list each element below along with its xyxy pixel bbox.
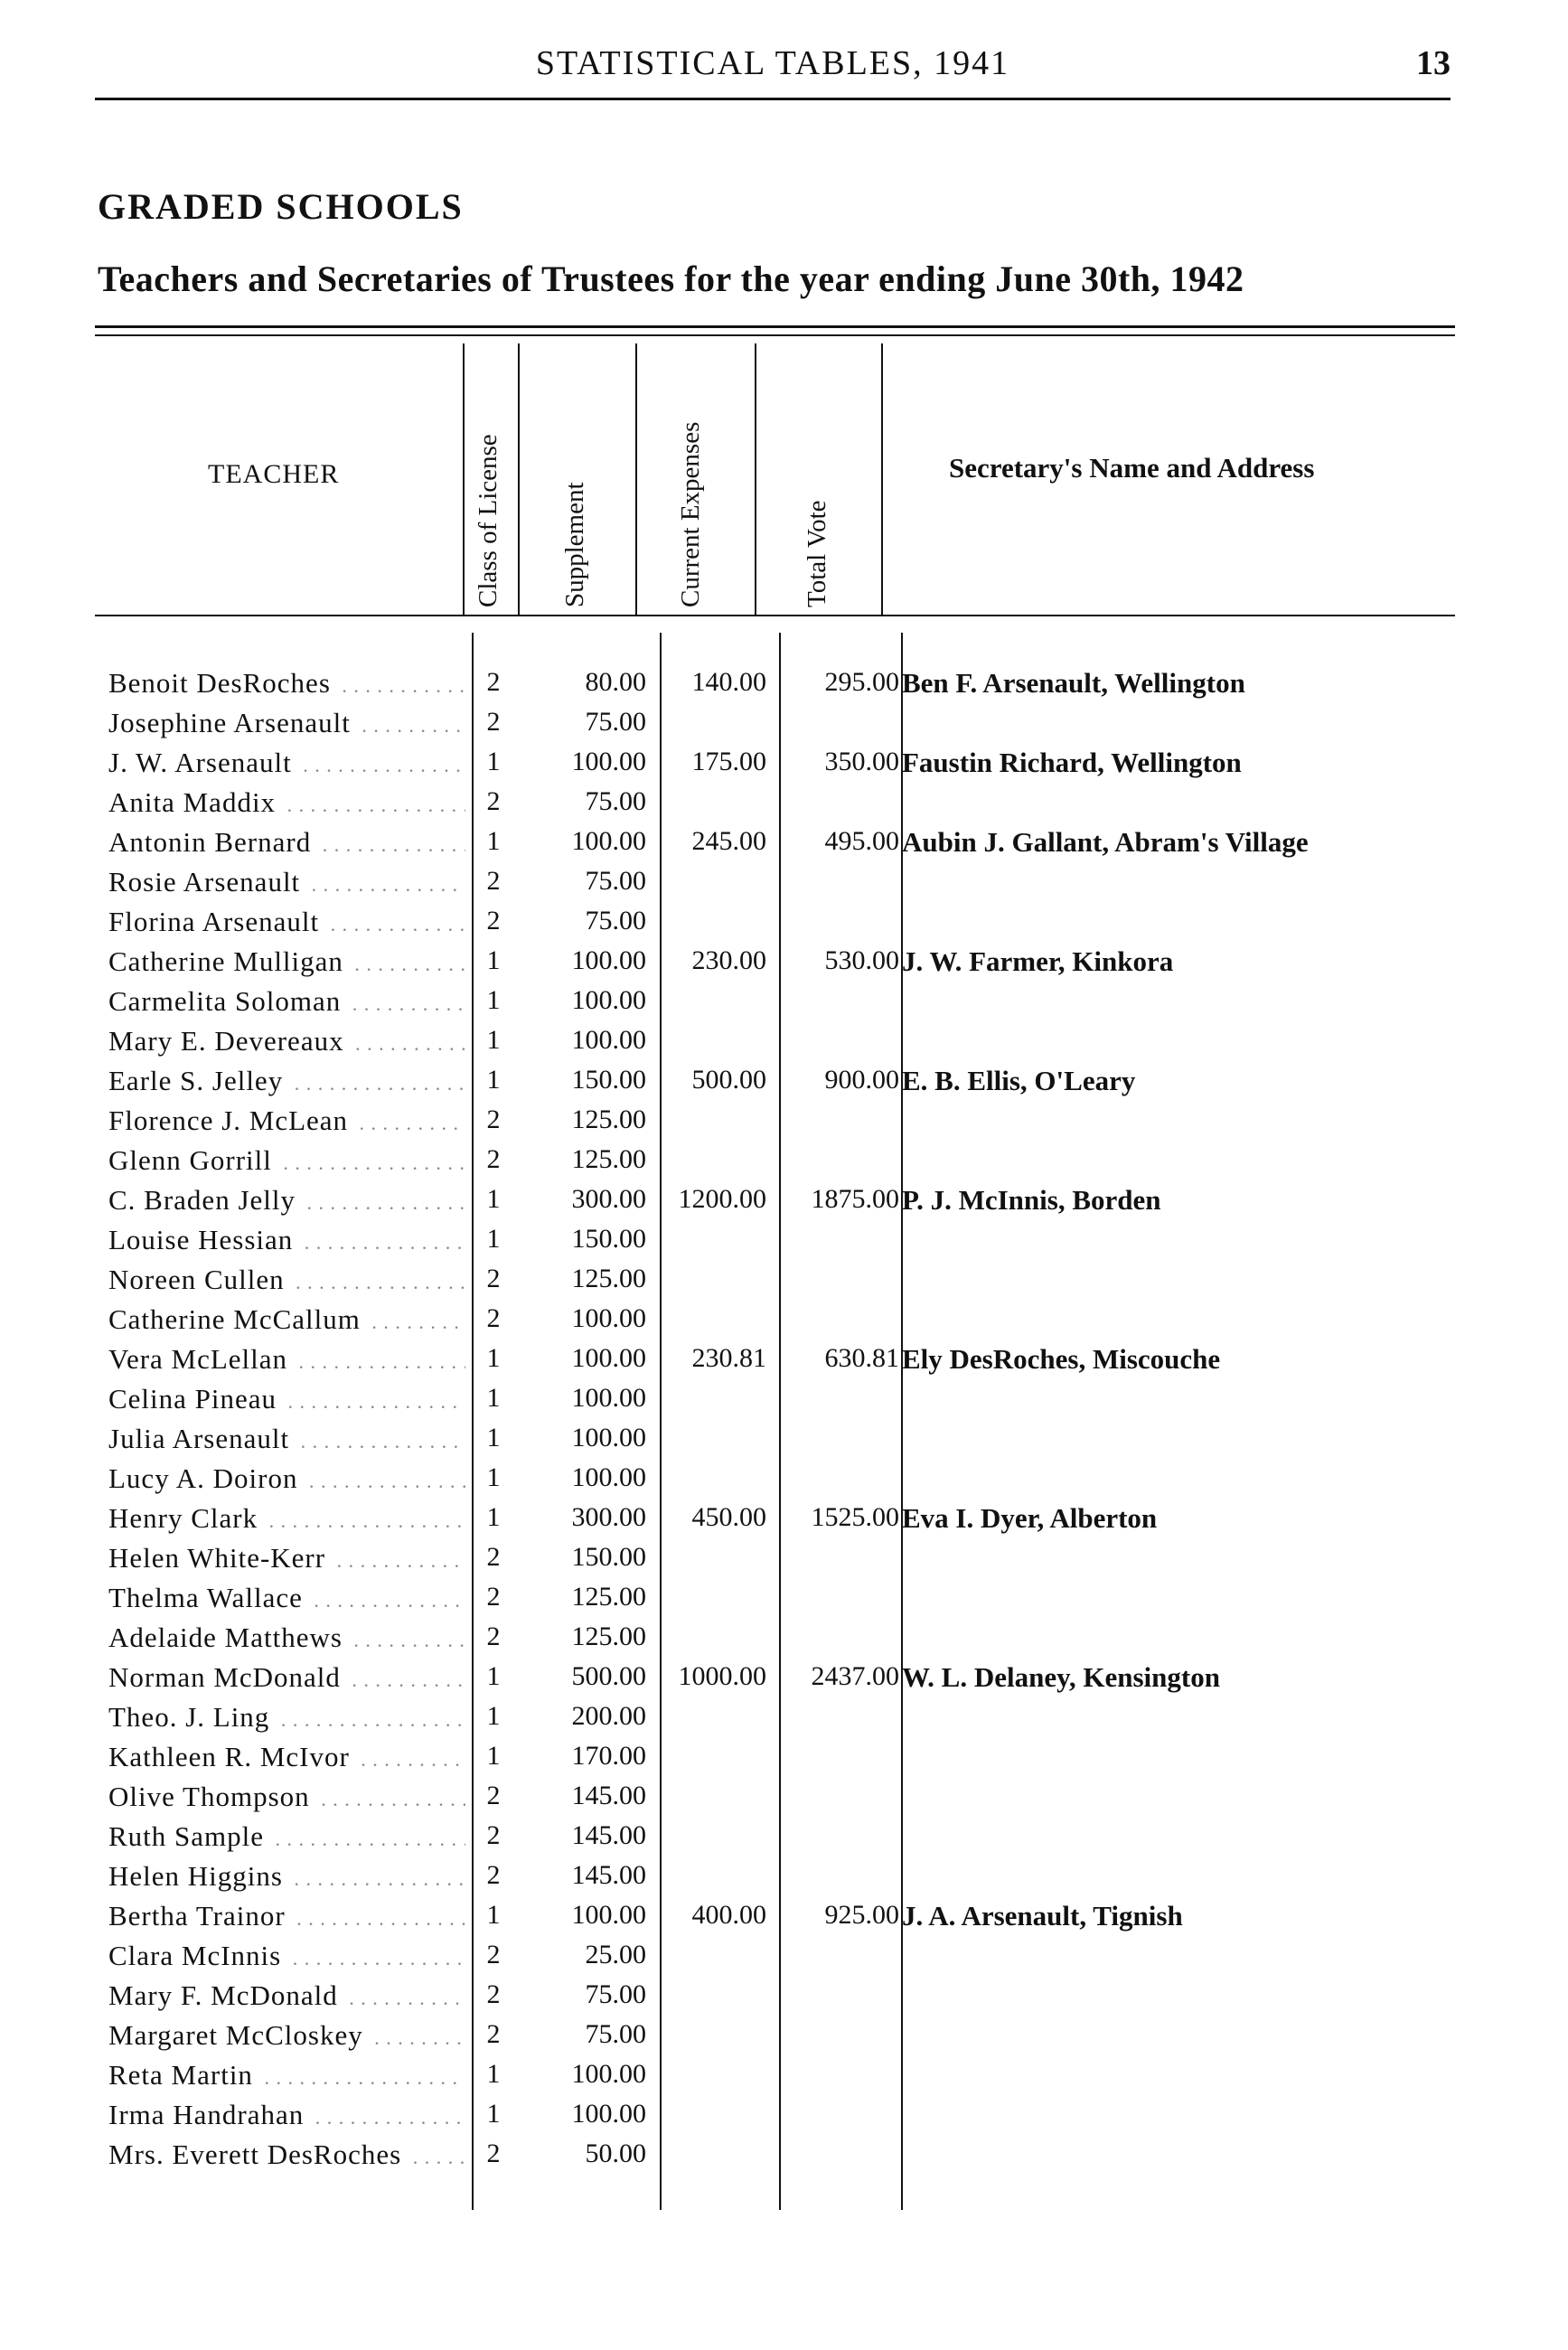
supplement-value: 100.00 bbox=[571, 1025, 646, 1055]
current-expenses-value: 230.81 bbox=[691, 1343, 766, 1373]
current-expenses-header: Current Expenses bbox=[676, 421, 705, 607]
secretary-name-address: Ben F. Arsenault, Wellington bbox=[902, 667, 1245, 699]
teacher-name: Lucy A. Doiron . . . bbox=[108, 1462, 465, 1495]
license-class: 2 bbox=[486, 866, 501, 896]
secretary-name-address: Aubin J. Gallant, Abram's Village bbox=[902, 826, 1309, 858]
supplement-header: Supplement bbox=[560, 482, 589, 607]
supplement-value: 75.00 bbox=[585, 1979, 646, 2009]
table-row bbox=[0, 1104, 1568, 1144]
teacher-name: Clara McInnis . . . bbox=[108, 1940, 465, 1972]
teacher-column-header: TEACHER bbox=[208, 459, 340, 489]
license-class: 2 bbox=[486, 1781, 501, 1810]
supplement-value: 300.00 bbox=[571, 1184, 646, 1214]
secretary-name-address: E. B. Ellis, O'Leary bbox=[902, 1065, 1136, 1096]
table-row bbox=[0, 866, 1568, 906]
table-row bbox=[0, 1860, 1568, 1900]
license-class: 1 bbox=[486, 1701, 501, 1731]
supplement-value: 100.00 bbox=[571, 1462, 646, 1492]
supplement-value: 100.00 bbox=[571, 2059, 646, 2089]
supplement-value: 25.00 bbox=[585, 1940, 646, 1969]
table-row bbox=[0, 1383, 1568, 1423]
teacher-name: Mary F. McDonald . . . bbox=[108, 1979, 465, 2012]
current-expenses-value: 230.00 bbox=[691, 945, 766, 975]
table-row bbox=[0, 747, 1568, 786]
license-class: 2 bbox=[486, 1940, 501, 1969]
supplement-value: 145.00 bbox=[571, 1781, 646, 1810]
license-class: 2 bbox=[486, 906, 501, 935]
teacher-name: Norman McDonald . . . bbox=[108, 1661, 465, 1694]
supplement-value: 100.00 bbox=[571, 1303, 646, 1333]
license-class: 1 bbox=[486, 1224, 501, 1254]
teacher-name: Mrs. Everett DesRoches . . . bbox=[108, 2138, 465, 2171]
license-class: 1 bbox=[486, 2099, 501, 2129]
supplement-value: 125.00 bbox=[571, 1264, 646, 1293]
table-row bbox=[0, 1065, 1568, 1104]
teacher-name: Helen White-Kerr . . . bbox=[108, 1542, 465, 1574]
license-class: 1 bbox=[486, 1900, 501, 1930]
table-row bbox=[0, 1741, 1568, 1781]
secretary-name-address: W. L. Delaney, Kensington bbox=[902, 1661, 1220, 1693]
teacher-name: Helen Higgins . . . bbox=[108, 1860, 465, 1893]
license-class: 1 bbox=[486, 1741, 501, 1771]
supplement-value: 125.00 bbox=[571, 1144, 646, 1174]
teacher-name: Rosie Arsenault . . . bbox=[108, 866, 465, 898]
table-row bbox=[0, 1144, 1568, 1184]
secretary-name-address: P. J. McInnis, Borden bbox=[902, 1184, 1161, 1216]
teacher-name: Julia Arsenault . . . bbox=[108, 1423, 465, 1455]
teacher-name: C. Braden Jelly . . . bbox=[108, 1184, 465, 1217]
teacher-name: Celina Pineau . . . bbox=[108, 1383, 465, 1415]
license-class: 2 bbox=[486, 1820, 501, 1850]
license-class: 1 bbox=[486, 747, 501, 776]
table-row bbox=[0, 1900, 1568, 1940]
teacher-name: Antonin Bernard . . . bbox=[108, 826, 465, 859]
table-row bbox=[0, 1025, 1568, 1065]
license-class: 2 bbox=[486, 2019, 501, 2049]
header-divider-4 bbox=[755, 343, 756, 615]
teacher-name: Vera McLellan . . . bbox=[108, 1343, 465, 1376]
supplement-value: 100.00 bbox=[571, 747, 646, 776]
teacher-name: Bertha Trainor . . . bbox=[108, 1900, 465, 1932]
header-divider-3 bbox=[635, 343, 637, 615]
teacher-name: Reta Martin . . . bbox=[108, 2059, 465, 2092]
teacher-name: Anita Maddix . . . bbox=[108, 786, 465, 819]
total-vote-value: 925.00 bbox=[824, 1900, 899, 1930]
teacher-name: Kathleen R. McIvor . . . bbox=[108, 1741, 465, 1773]
license-class: 1 bbox=[486, 1184, 501, 1214]
secretary-name-address: Eva I. Dyer, Alberton bbox=[902, 1502, 1158, 1534]
table-row bbox=[0, 1940, 1568, 1979]
license-class: 1 bbox=[486, 1502, 501, 1532]
supplement-value: 145.00 bbox=[571, 1820, 646, 1850]
header-divider-1 bbox=[463, 343, 465, 615]
teacher-name: Olive Thompson . . . bbox=[108, 1781, 465, 1813]
teacher-name: Ruth Sample . . . bbox=[108, 1820, 465, 1853]
current-expenses-value: 450.00 bbox=[691, 1502, 766, 1532]
total-vote-value: 1875.00 bbox=[811, 1184, 899, 1214]
current-expenses-value: 245.00 bbox=[691, 826, 766, 856]
secretary-name-address: J. A. Arsenault, Tignish bbox=[902, 1900, 1183, 1932]
supplement-value: 50.00 bbox=[585, 2138, 646, 2168]
total-vote-value: 2437.00 bbox=[811, 1661, 899, 1691]
license-class: 1 bbox=[486, 1025, 501, 1055]
teacher-name: Benoit DesRoches . . . bbox=[108, 667, 465, 700]
supplement-value: 200.00 bbox=[571, 1701, 646, 1731]
supplement-value: 75.00 bbox=[585, 866, 646, 896]
teacher-name: Louise Hessian . . . bbox=[108, 1224, 465, 1256]
supplement-value: 100.00 bbox=[571, 945, 646, 975]
teacher-name: Irma Handrahan . . . bbox=[108, 2099, 465, 2131]
current-expenses-value: 140.00 bbox=[691, 667, 766, 697]
supplement-value: 100.00 bbox=[571, 2099, 646, 2129]
table-row bbox=[0, 906, 1568, 945]
table-row bbox=[0, 1184, 1568, 1224]
table-row bbox=[0, 1264, 1568, 1303]
teacher-name: Florence J. McLean . . . bbox=[108, 1104, 465, 1137]
license-class: 2 bbox=[486, 2138, 501, 2168]
header-bottom-rule bbox=[95, 615, 1455, 616]
teacher-name: Margaret McCloskey . . . bbox=[108, 2019, 465, 2052]
secretary-name-address: Faustin Richard, Wellington bbox=[902, 747, 1242, 778]
table-subtitle: Teachers and Secretaries of Trustees for the year ending June 30th, 1942 bbox=[98, 258, 1244, 299]
teacher-name: Mary E. Devereaux . . . bbox=[108, 1025, 465, 1058]
table-row bbox=[0, 1701, 1568, 1741]
supplement-value: 100.00 bbox=[571, 985, 646, 1015]
table-row bbox=[0, 2019, 1568, 2059]
teacher-name: Catherine McCallum . . . bbox=[108, 1303, 465, 1336]
table-top-rule-2 bbox=[95, 334, 1455, 336]
table-row bbox=[0, 667, 1568, 707]
teacher-name: Noreen Cullen . . . bbox=[108, 1264, 465, 1296]
teacher-name: Catherine Mulligan . . . bbox=[108, 945, 465, 978]
total-vote-value: 350.00 bbox=[824, 747, 899, 776]
header-divider-5 bbox=[881, 343, 883, 615]
supplement-value: 100.00 bbox=[571, 1343, 646, 1373]
license-class: 2 bbox=[486, 1542, 501, 1572]
teacher-name: J. W. Arsenault . . . bbox=[108, 747, 465, 779]
supplement-value: 75.00 bbox=[585, 906, 646, 935]
supplement-value: 125.00 bbox=[571, 1622, 646, 1651]
teacher-name: Theo. J. Ling . . . bbox=[108, 1701, 465, 1734]
table-row bbox=[0, 945, 1568, 985]
teacher-name: Florina Arsenault . . . bbox=[108, 906, 465, 938]
license-class: 1 bbox=[486, 826, 501, 856]
license-class: 2 bbox=[486, 1582, 501, 1612]
table-top-rule bbox=[95, 325, 1455, 328]
supplement-value: 75.00 bbox=[585, 707, 646, 737]
table-row bbox=[0, 2138, 1568, 2178]
license-class: 2 bbox=[486, 1144, 501, 1174]
total-vote-value: 1525.00 bbox=[811, 1502, 899, 1532]
table-row bbox=[0, 1979, 1568, 2019]
table-row bbox=[0, 707, 1568, 747]
license-class: 2 bbox=[486, 1303, 501, 1333]
table-row bbox=[0, 1582, 1568, 1622]
supplement-value: 100.00 bbox=[571, 1383, 646, 1413]
current-expenses-value: 400.00 bbox=[691, 1900, 766, 1930]
total-vote-value: 900.00 bbox=[824, 1065, 899, 1095]
table-row bbox=[0, 1462, 1568, 1502]
teacher-name: Earle S. Jelley . . . bbox=[108, 1065, 465, 1097]
teacher-name: Carmelita Soloman . . . bbox=[108, 985, 465, 1018]
license-class: 2 bbox=[486, 1979, 501, 2009]
license-class: 2 bbox=[486, 1860, 501, 1890]
total-vote-value: 530.00 bbox=[824, 945, 899, 975]
current-expenses-value: 175.00 bbox=[691, 747, 766, 776]
license-class: 1 bbox=[486, 1065, 501, 1095]
teacher-name: Thelma Wallace . . . bbox=[108, 1582, 465, 1614]
total-vote-value: 630.81 bbox=[824, 1343, 899, 1373]
table-row bbox=[0, 1423, 1568, 1462]
license-class: 1 bbox=[486, 1462, 501, 1492]
table-row bbox=[0, 1343, 1568, 1383]
table-row bbox=[0, 786, 1568, 826]
current-expenses-value: 500.00 bbox=[691, 1065, 766, 1095]
secretary-name-address: J. W. Farmer, Kinkora bbox=[902, 945, 1174, 977]
secretary-column-header: Secretary's Name and Address bbox=[949, 452, 1315, 484]
section-title: GRADED SCHOOLS bbox=[98, 186, 464, 227]
teacher-name: Josephine Arsenault . . . bbox=[108, 707, 465, 739]
table-row bbox=[0, 1502, 1568, 1542]
supplement-value: 150.00 bbox=[571, 1224, 646, 1254]
supplement-value: 80.00 bbox=[585, 667, 646, 697]
license-class: 2 bbox=[486, 667, 501, 697]
running-title: STATISTICAL TABLES, 1941 bbox=[535, 44, 1010, 82]
current-expenses-value: 1000.00 bbox=[678, 1661, 766, 1691]
header-divider-2 bbox=[518, 343, 520, 615]
teacher-name: Glenn Gorrill . . . bbox=[108, 1144, 465, 1177]
table-row bbox=[0, 1781, 1568, 1820]
running-head bbox=[95, 43, 1451, 90]
total-vote-value: 295.00 bbox=[824, 667, 899, 697]
supplement-value: 150.00 bbox=[571, 1542, 646, 1572]
teacher-name: Adelaide Matthews . . . bbox=[108, 1622, 465, 1654]
table-row bbox=[0, 1661, 1568, 1701]
table-row bbox=[0, 2099, 1568, 2138]
supplement-value: 125.00 bbox=[571, 1582, 646, 1612]
teacher-name: Henry Clark . . . bbox=[108, 1502, 465, 1535]
supplement-value: 150.00 bbox=[571, 1065, 646, 1095]
license-class: 1 bbox=[486, 945, 501, 975]
license-class: 1 bbox=[486, 2059, 501, 2089]
total-vote-header: Total Vote bbox=[803, 500, 831, 607]
license-class: 1 bbox=[486, 1343, 501, 1373]
table-row bbox=[0, 1820, 1568, 1860]
license-class: 2 bbox=[486, 707, 501, 737]
supplement-value: 500.00 bbox=[571, 1661, 646, 1691]
license-class: 2 bbox=[486, 1104, 501, 1134]
supplement-value: 170.00 bbox=[571, 1741, 646, 1771]
class-of-license-header: Class of License bbox=[474, 434, 502, 607]
supplement-value: 125.00 bbox=[571, 1104, 646, 1134]
current-expenses-value: 1200.00 bbox=[678, 1184, 766, 1214]
table-row bbox=[0, 1224, 1568, 1264]
supplement-value: 75.00 bbox=[585, 2019, 646, 2049]
supplement-value: 300.00 bbox=[571, 1502, 646, 1532]
license-class: 1 bbox=[486, 1661, 501, 1691]
license-class: 1 bbox=[486, 1423, 501, 1452]
total-vote-value: 495.00 bbox=[824, 826, 899, 856]
page-number: 13 bbox=[1416, 44, 1451, 82]
license-class: 1 bbox=[486, 1383, 501, 1413]
license-class: 1 bbox=[486, 985, 501, 1015]
supplement-value: 100.00 bbox=[571, 1900, 646, 1930]
table-row bbox=[0, 1542, 1568, 1582]
table-row bbox=[0, 826, 1568, 866]
license-class: 2 bbox=[486, 1622, 501, 1651]
header-rule bbox=[95, 98, 1451, 100]
supplement-value: 100.00 bbox=[571, 1423, 646, 1452]
supplement-value: 145.00 bbox=[571, 1860, 646, 1890]
supplement-value: 75.00 bbox=[585, 786, 646, 816]
license-class: 2 bbox=[486, 1264, 501, 1293]
license-class: 2 bbox=[486, 786, 501, 816]
table-row bbox=[0, 985, 1568, 1025]
table-row bbox=[0, 1303, 1568, 1343]
secretary-name-address: Ely DesRoches, Miscouche bbox=[902, 1343, 1221, 1375]
table-row bbox=[0, 2059, 1568, 2099]
table-row bbox=[0, 1622, 1568, 1661]
supplement-value: 100.00 bbox=[571, 826, 646, 856]
